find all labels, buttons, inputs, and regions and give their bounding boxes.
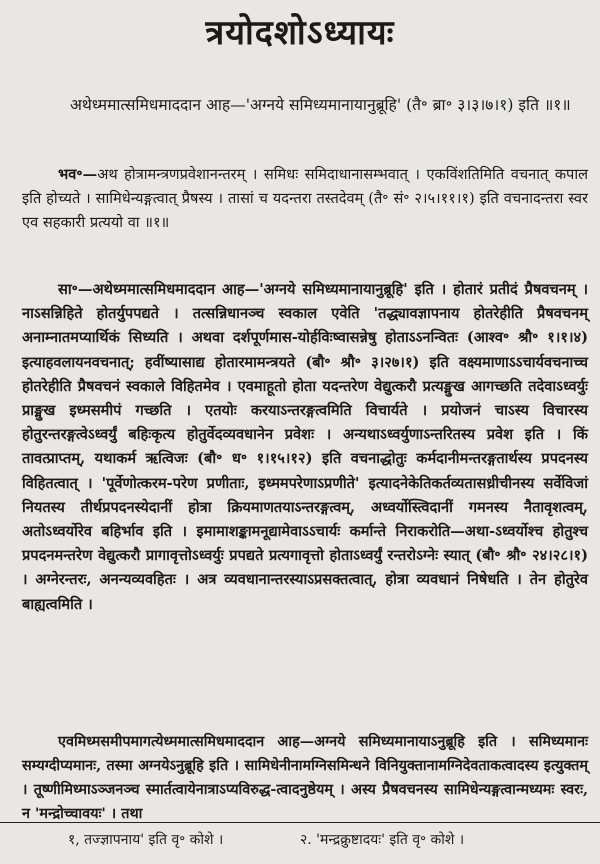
footnote-1: १, तज्ज्ञापनाय' इति वृ॰ कोशे ।	[68, 832, 224, 848]
bhava-text: अथ होत्रामन्त्रणप्रवेशानन्तरम् । समिधः समिदाधानासम्भवात् । एकविंशतिमिति वचनात् कपाल इति होच्यते । सामिधेन्यङ्गत्वात् प्रैषस्य । तासां च यदन्तरा तस्तदेवम् (तै॰ सं॰ २।५।११।१) इति वचनादन्तरा स्वर एव सहकारी प्रत्ययो वा ॥१॥	[22, 166, 588, 232]
mantra-paragraph: अथेध्ममात्समिधमाददान आह—'अग्नये समिध्यमानायानुब्रूहि' (तै॰ ब्रा॰ ३।३।७।१) इति ॥१॥	[70, 96, 571, 114]
footnote-rule	[0, 822, 600, 823]
sayana-commentary	[22, 278, 588, 617]
chapter-title: त्रयोदशोऽध्यायः	[205, 13, 395, 53]
sa-label: सा॰—	[58, 281, 93, 298]
sa-text: अथेध्ममात्समिधमाददान आह—'अग्नये समिध्यमानायानुब्रूहि' इति । होतारं प्रतीदं प्रैषवचनम् । नाऽसन्निहिते होतर्युपपद्यते । तत्सन्निधानञ्च स्वकाल एवेति 'तद्ध्यावज्ञापनाय होतरेहीति प्रैषवचनम् अनाम्नातमप्यार्थिकं सिध्यति । अथवा दर्शपूर्णमास-योर्हविःष्वासन्नेषु होताऽऽनन्वितः (आश्व॰ श्रौ॰ १।१।४) इत्याहवलायनवचनात्; हवींष्यासाद्य होतारमामन्त्रयते (बौ॰ श्रौ॰ ३।२७।१) इति वक्ष्यमाणाऽऽचार्यवचनाच्च होतरेहीति प्रैषवचनं स्वकाले विहितमेव । एवमाहूतो होता यदन्तरेण वेद्युत्करौ प्रत्यङ्मुख आगच्छति तदेवाऽध्वर्युः प्राङ्मुख इध्मसमीपं गच्छति । एतयोः करयाऽन्तरङ्गत्वमिति विचार्यते । प्रयोजनं चाऽस्य विचारस्य होतुरन्तरङ्गत्वेऽध्वर्युं बहिःकृत्य होतुर्वेदव्यवधानेन प्रवेशः । अन्यथाऽध्वर्युणाऽन्तरितस्य प्रवेश इति । किं तावत्प्राप्तम्, यथाकर्म ऋत्विजः (बौ॰ ध॰ १।१५।१२) इति वचनाद्धोतुः कर्मदानीमन्तरङ्गतार्थस्य प्रपदनस्य विहितत्वात् । 'पूर्वेणोत्करम-परेण प्रणीताः, इध्ममपरेणाऽप्रणीते' इत्यादनेकेतिकर्तव्यतासध्रीचीनस्य सर्वेविजां नियतस्य तीर्थप्रपदनस्येदानीं होत्रा क्रियमाणतयाऽन्तरङ्गत्वम्, अध्वर्योस्त्विदानीं गमनस्य नैतावृशत्वम्, अतोऽध्वर्योरेव बहिर्भाव इति । इमामाशङ्कामनूद्यामेवाऽऽचार्यः कर्मान्ते निराकरोति—अथा-ऽध्वर्योश्च होतुश्च प्रपदनमन्तरेण वेद्युत्करौ प्रागावृत्तोऽध्वर्युः प्रपद्यते प्रत्यगावृत्तो होताऽध्वर्युं रन्तरोऽग्नेः स्यात् (बौ॰ श्रौ॰ २४।२८।१) । अग्नेरन्तरः, अनन्यव्यवहितः । अत्र व्यवधानान्तरस्याऽप्रसक्तत्वात्, होत्रा व्यवधानं निषेधति । तेन होतुरेव बाह्यत्वमिति ।	[22, 281, 588, 613]
bhava-label: भव॰—	[58, 166, 98, 183]
bhavaswami-commentary	[22, 163, 588, 236]
closing-paragraph: एवमिध्मसमीपमागत्येध्ममात्समिधमाददान आह—अग्नये समिध्यमानायाऽनुब्रूहि इति । समिध्यमानः सम्यग्दीप्यमानः, तस्मा अग्नयेऽनुब्रूहि इति । सामिधेनीनामग्निसमिन्धने विनियुक्तानामग्निदेवताकत्वादस्य इत्युक्तम् । तूष्णीमिध्माऽञ्जनञ्च स्मार्तत्वायेनात्राऽप्यविरुद्ध-त्वादनुष्ठेयम् । अस्य प्रैषवचनस्य सामिधेन्यङ्गत्वान्मध्यमः स्वरः, न 'मन्द्रोच्चावयः' । तथा	[22, 733, 588, 822]
footnote-2: २. 'मन्द्रक्रुष्टादयः' इति वृ॰ कोशे ।	[300, 832, 465, 848]
